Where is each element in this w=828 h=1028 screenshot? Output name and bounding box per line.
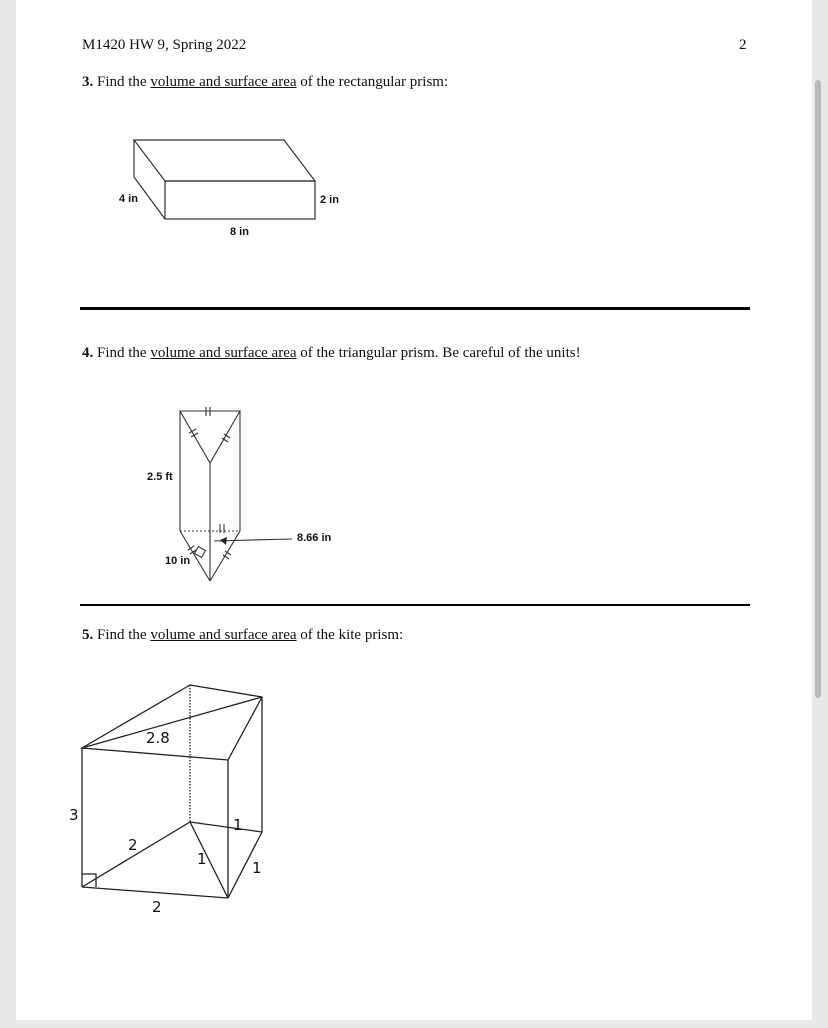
question-3-pre: Find the [97,74,147,90]
prism3-label-bottom: 8 in [230,226,249,238]
page-number: 2 [739,37,747,53]
section-divider-1 [80,307,750,310]
prism4-label-base: 10 in [165,555,191,567]
triangular-prism-figure [180,407,292,581]
rectangular-prism-figure [134,140,315,219]
question-5-text [82,627,403,644]
kite-label-bottom: 2 [152,898,162,916]
document-title: M1420 HW 9, Spring 2022 [82,37,247,53]
question-3-number: 3. [82,74,94,90]
question-3-underlined: volume and surface area [150,74,297,90]
question-3-post: of the rectangular prism: [300,74,449,90]
question-5-pre: Find the [97,627,147,643]
kite-label-top: 2.8 [146,729,170,747]
kite-prism-figure [82,685,262,898]
question-4-underlined: volume and surface area [150,345,297,361]
kite-label-side-left: 2 [128,836,138,854]
kite-label-side-right: 1 [252,859,262,877]
question-5-post: of the kite prism: [300,627,404,643]
prism3-label-right: 2 in [320,194,339,206]
prism4-label-height: 2.5 ft [147,471,173,483]
question-5-underlined: volume and surface area [150,627,297,643]
question-4-pre: Find the [97,345,147,361]
question-4-text [82,345,581,362]
kite-label-height: 3 [69,806,79,824]
section-divider-2 [80,604,750,606]
question-4-post: of the triangular prism. Be careful of the units! [300,345,581,361]
kite-label-side-back: 1 [233,816,243,834]
kite-label-side-mid: 1 [197,850,207,868]
prism4-label-altitude: 8.66 in [297,532,332,544]
question-5-number: 5. [82,627,94,643]
prism3-label-left: 4 in [119,193,138,205]
question-4-number: 4. [82,345,94,361]
